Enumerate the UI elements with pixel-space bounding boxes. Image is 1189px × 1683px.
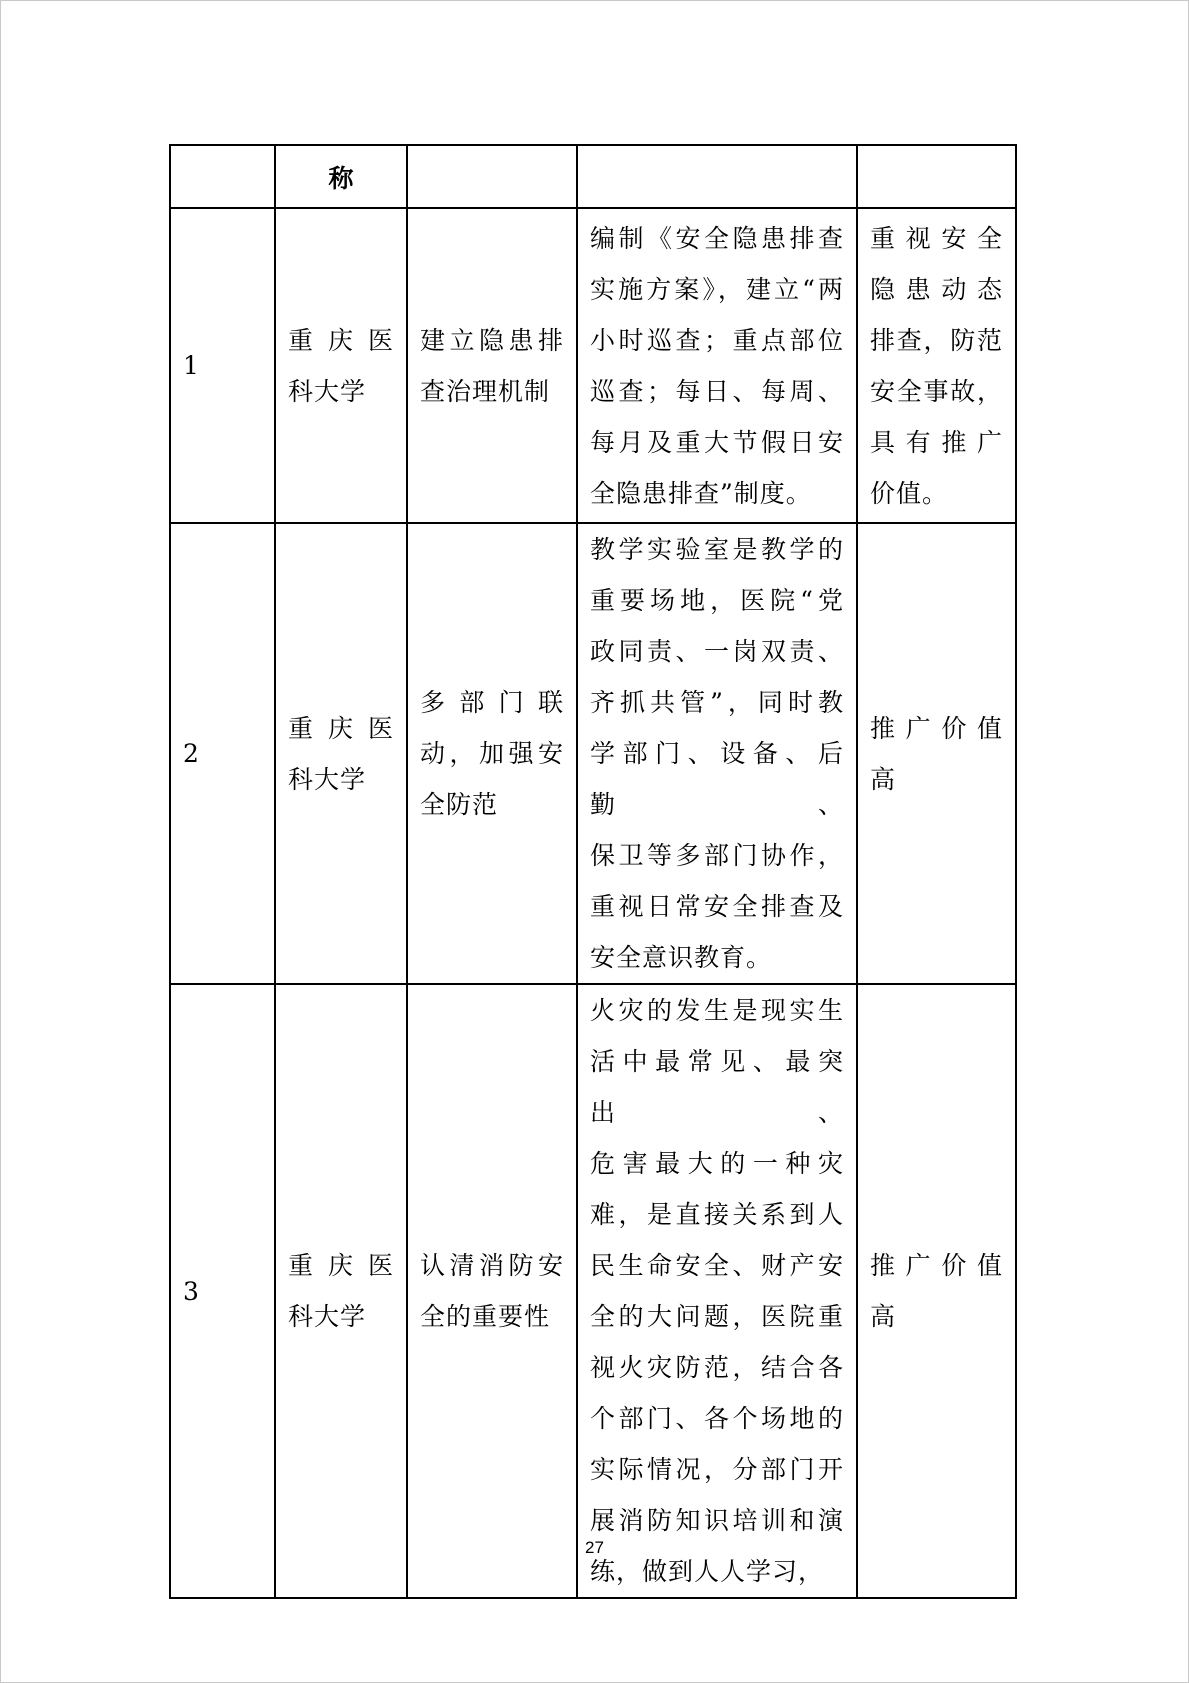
text-line: 价值。 xyxy=(870,478,949,508)
title-cell xyxy=(407,523,577,984)
text-line: 活中最常见、最突出、 xyxy=(590,1047,844,1127)
text-line: 个部门、各个场地的 xyxy=(590,1404,844,1433)
text-line: 教学实验室是教学的 xyxy=(590,535,844,564)
text-line: 安全事故， xyxy=(870,376,1003,406)
table-row xyxy=(170,523,1016,984)
evaluation-cell xyxy=(857,523,1016,984)
text-line: 民生命安全、财产安 xyxy=(590,1251,844,1280)
text-line: 重视日常安全排查及 xyxy=(590,892,844,921)
row-number: 2 xyxy=(170,523,275,984)
text-line: 推广价值 xyxy=(870,1251,1003,1280)
header-cell-5 xyxy=(857,145,1016,208)
unit-cell xyxy=(275,984,407,1598)
title-cell xyxy=(407,984,577,1598)
content-cell xyxy=(577,984,857,1598)
evaluation-cell xyxy=(857,208,1016,523)
text-line: 编制《安全隐患排查 xyxy=(590,223,844,253)
text-line: 动，加强安 xyxy=(420,739,564,768)
text-line: 推广价值 xyxy=(870,713,1003,743)
case-table xyxy=(169,144,1017,1599)
text-line: 认清消防安 xyxy=(420,1251,564,1280)
unit-cell xyxy=(275,208,407,523)
content-cell xyxy=(577,208,857,523)
text-line: 保卫等多部门协作， xyxy=(590,841,844,870)
text-line: 火灾的发生是现实生 xyxy=(590,996,844,1025)
unit-cell xyxy=(275,523,407,984)
text-line: 安全意识教育。 xyxy=(590,943,773,972)
text-line: 排查，防范 xyxy=(870,325,1003,355)
text-line: 实际情况，分部门开 xyxy=(590,1455,844,1484)
header-cell-3 xyxy=(407,145,577,208)
text-line: 政同责、一岗双责、 xyxy=(590,637,844,666)
text-line: 查治理机制 xyxy=(420,376,551,406)
row-number: 1 xyxy=(170,208,275,523)
header-cell-1 xyxy=(170,145,275,208)
text-line: 重 庆 医 xyxy=(288,325,394,355)
table-row xyxy=(170,208,1016,523)
text-line: 具有推广 xyxy=(870,427,1003,457)
text-line: 全防范 xyxy=(420,790,499,819)
header-cell-2: 称 xyxy=(275,145,407,208)
text-line: 科大学 xyxy=(288,1302,367,1331)
text-line: 展消防知识培训和演 xyxy=(590,1506,844,1535)
evaluation-cell xyxy=(857,984,1016,1598)
text-line: 科大学 xyxy=(288,764,367,794)
text-line: 多部门联 xyxy=(420,688,564,717)
text-line: 全的大问题，医院重 xyxy=(590,1302,844,1331)
text-line: 隐患动态 xyxy=(870,274,1003,304)
text-line: 科大学 xyxy=(288,376,367,406)
text-line: 建立隐患排 xyxy=(420,325,564,355)
row-number: 3 xyxy=(170,984,275,1598)
text-line: 全的重要性 xyxy=(420,1302,551,1331)
page-number: 27 xyxy=(585,1538,604,1557)
text-line: 重 庆 医 xyxy=(288,1251,394,1280)
text-line: 齐抓共管”，同时教 xyxy=(590,688,844,717)
text-line: 高 xyxy=(870,764,897,794)
content-cell xyxy=(577,523,857,984)
text-line: 巡查；每日、每周、 xyxy=(590,376,844,406)
text-line: 危害最大的一种灾 xyxy=(590,1149,844,1178)
text-line: 每月及重大节假日安 xyxy=(590,427,844,457)
text-line: 学部门、设备、后勤、 xyxy=(590,739,844,819)
text-line: 重要场地，医院“党 xyxy=(590,586,844,615)
text-line: 全隐患排查”制度。 xyxy=(590,478,812,508)
text-line: 重视安全 xyxy=(870,223,1003,253)
text-line: 练，做到人人学习， xyxy=(590,1557,825,1586)
text-line: 难，是直接关系到人 xyxy=(590,1200,844,1229)
text-line: 小时巡查；重点部位 xyxy=(590,325,844,355)
title-cell xyxy=(407,208,577,523)
text-line: 实施方案》，建立“两 xyxy=(590,274,844,304)
table-header-row xyxy=(170,145,1016,208)
text-line: 高 xyxy=(870,1302,897,1331)
text-line: 重 庆 医 xyxy=(288,713,394,743)
table-row xyxy=(170,984,1016,1598)
text-line: 视火灾防范，结合各 xyxy=(590,1353,844,1382)
header-cell-4 xyxy=(577,145,857,208)
